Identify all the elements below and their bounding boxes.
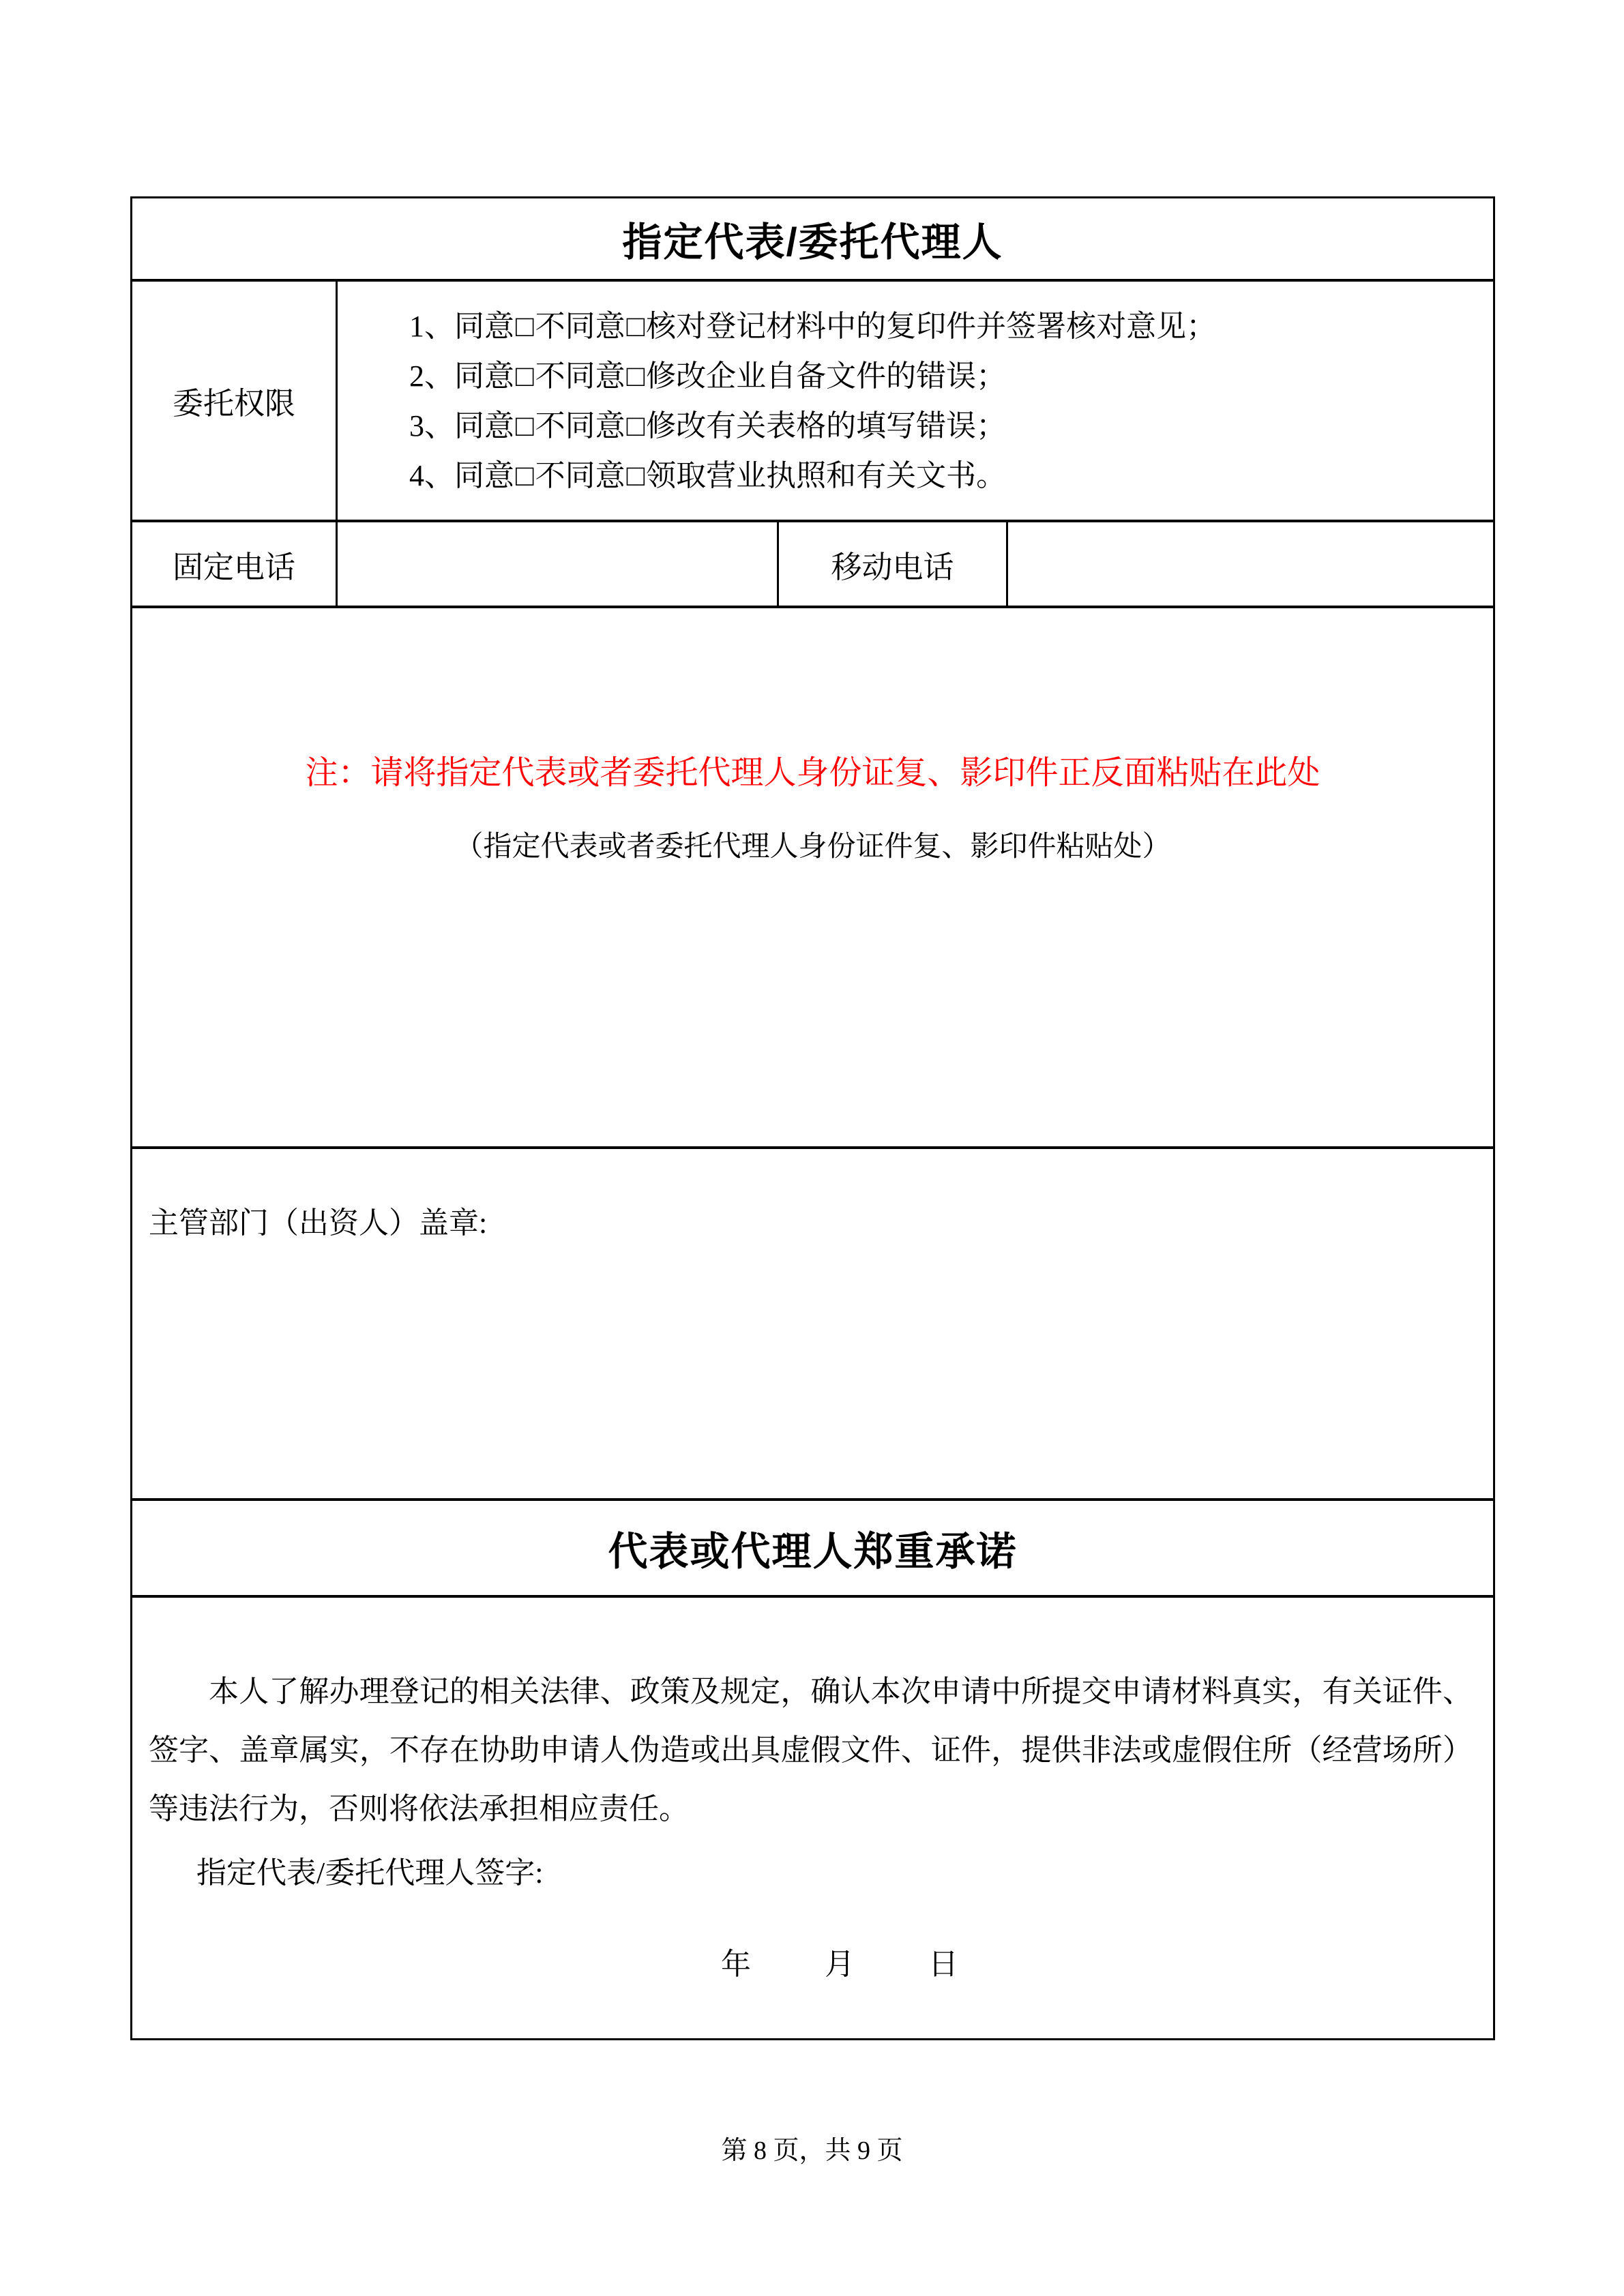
item3-action-text: 修改有关表格的填写错误； bbox=[646, 408, 1007, 443]
authority-item-1 bbox=[409, 301, 1493, 351]
mobile-phone-label-cell bbox=[779, 522, 1008, 606]
authority-item-2 bbox=[409, 351, 1493, 401]
item2-disagree-text: 不同意 bbox=[535, 359, 625, 393]
item4-agree-checkbox[interactable]: □ bbox=[516, 458, 534, 492]
form-title: 指定代表/委托代理人 bbox=[622, 220, 1003, 265]
item2-disagree-checkbox[interactable]: □ bbox=[626, 359, 645, 393]
item1-disagree-checkbox[interactable]: □ bbox=[626, 309, 645, 343]
commitment-header-row bbox=[132, 1501, 1493, 1598]
item4-disagree-text: 不同意 bbox=[535, 458, 625, 492]
authority-item-3 bbox=[409, 401, 1493, 451]
item4-disagree-checkbox[interactable]: □ bbox=[626, 458, 645, 492]
item3-agree-checkbox[interactable]: □ bbox=[516, 408, 534, 443]
item2-agree-checkbox[interactable]: □ bbox=[516, 359, 534, 393]
fixed-phone-input-cell[interactable] bbox=[338, 522, 779, 606]
commitment-header: 代表或代理人郑重承诺 bbox=[608, 1530, 1018, 1574]
item1-text: 1、同意 bbox=[409, 309, 514, 343]
item2-action-text: 修改企业自备文件的错误； bbox=[646, 359, 1007, 393]
signature-line bbox=[196, 1848, 1473, 1892]
item2-text: 2、同意 bbox=[409, 359, 514, 393]
date-line bbox=[149, 1939, 1473, 1983]
fixed-phone-label-cell bbox=[132, 522, 338, 606]
authority-label-cell bbox=[132, 282, 338, 520]
authority-item-4 bbox=[409, 451, 1493, 501]
seal-cell bbox=[132, 1149, 1493, 1501]
seal-label: 主管部门（出资人）盖章: bbox=[149, 1206, 488, 1240]
date-year-label: 年 bbox=[721, 1948, 751, 1981]
id-paste-note: 注：请将指定代表或者委托代理人身份证复、影印件正反面粘贴在此处 bbox=[305, 755, 1320, 791]
item4-action-text: 领取营业执照和有关文书。 bbox=[646, 458, 1007, 492]
item3-disagree-text: 不同意 bbox=[535, 408, 625, 443]
mobile-phone-input-cell[interactable] bbox=[1008, 522, 1493, 606]
authority-label: 委托权限 bbox=[172, 387, 295, 421]
item3-text: 3、同意 bbox=[409, 408, 514, 443]
date-day-label: 日 bbox=[928, 1948, 958, 1981]
commitment-body-cell bbox=[132, 1598, 1493, 2038]
authority-row bbox=[132, 282, 1493, 522]
id-paste-caption: （指定代表或者委托代理人身份证件复、影印件粘贴处） bbox=[454, 831, 1171, 863]
fixed-phone-label: 固定电话 bbox=[172, 550, 295, 584]
signature-label: 指定代表/委托代理人签字: bbox=[196, 1856, 544, 1890]
item1-action-text: 核对登记材料中的复印件并签署核对意见； bbox=[646, 309, 1217, 343]
item1-disagree-text: 不同意 bbox=[535, 309, 625, 343]
form-title-row bbox=[132, 198, 1493, 282]
id-paste-cell bbox=[132, 608, 1493, 1149]
authority-items-cell bbox=[338, 282, 1493, 520]
mobile-phone-label: 移动电话 bbox=[831, 550, 954, 584]
item3-disagree-checkbox[interactable]: □ bbox=[626, 408, 645, 443]
form-table bbox=[130, 196, 1495, 2040]
phone-row bbox=[132, 522, 1493, 608]
page-number: 第 8 页，共 9 页 bbox=[721, 2136, 903, 2165]
commitment-text: 本人了解办理登记的相关法律、政策及规定，确认本次申请中所提交申请材料真实，有关证件、签字、盖章属实，不存在协助申请人伪造或出具虚假文件、证件，提供非法或虚假住所（经营场所）等违法行为，否则将依法承担相应责任。 bbox=[149, 1675, 1473, 1825]
item1-agree-checkbox[interactable]: □ bbox=[516, 309, 534, 343]
item4-text: 4、同意 bbox=[409, 458, 514, 492]
date-month-label: 月 bbox=[825, 1948, 855, 1981]
